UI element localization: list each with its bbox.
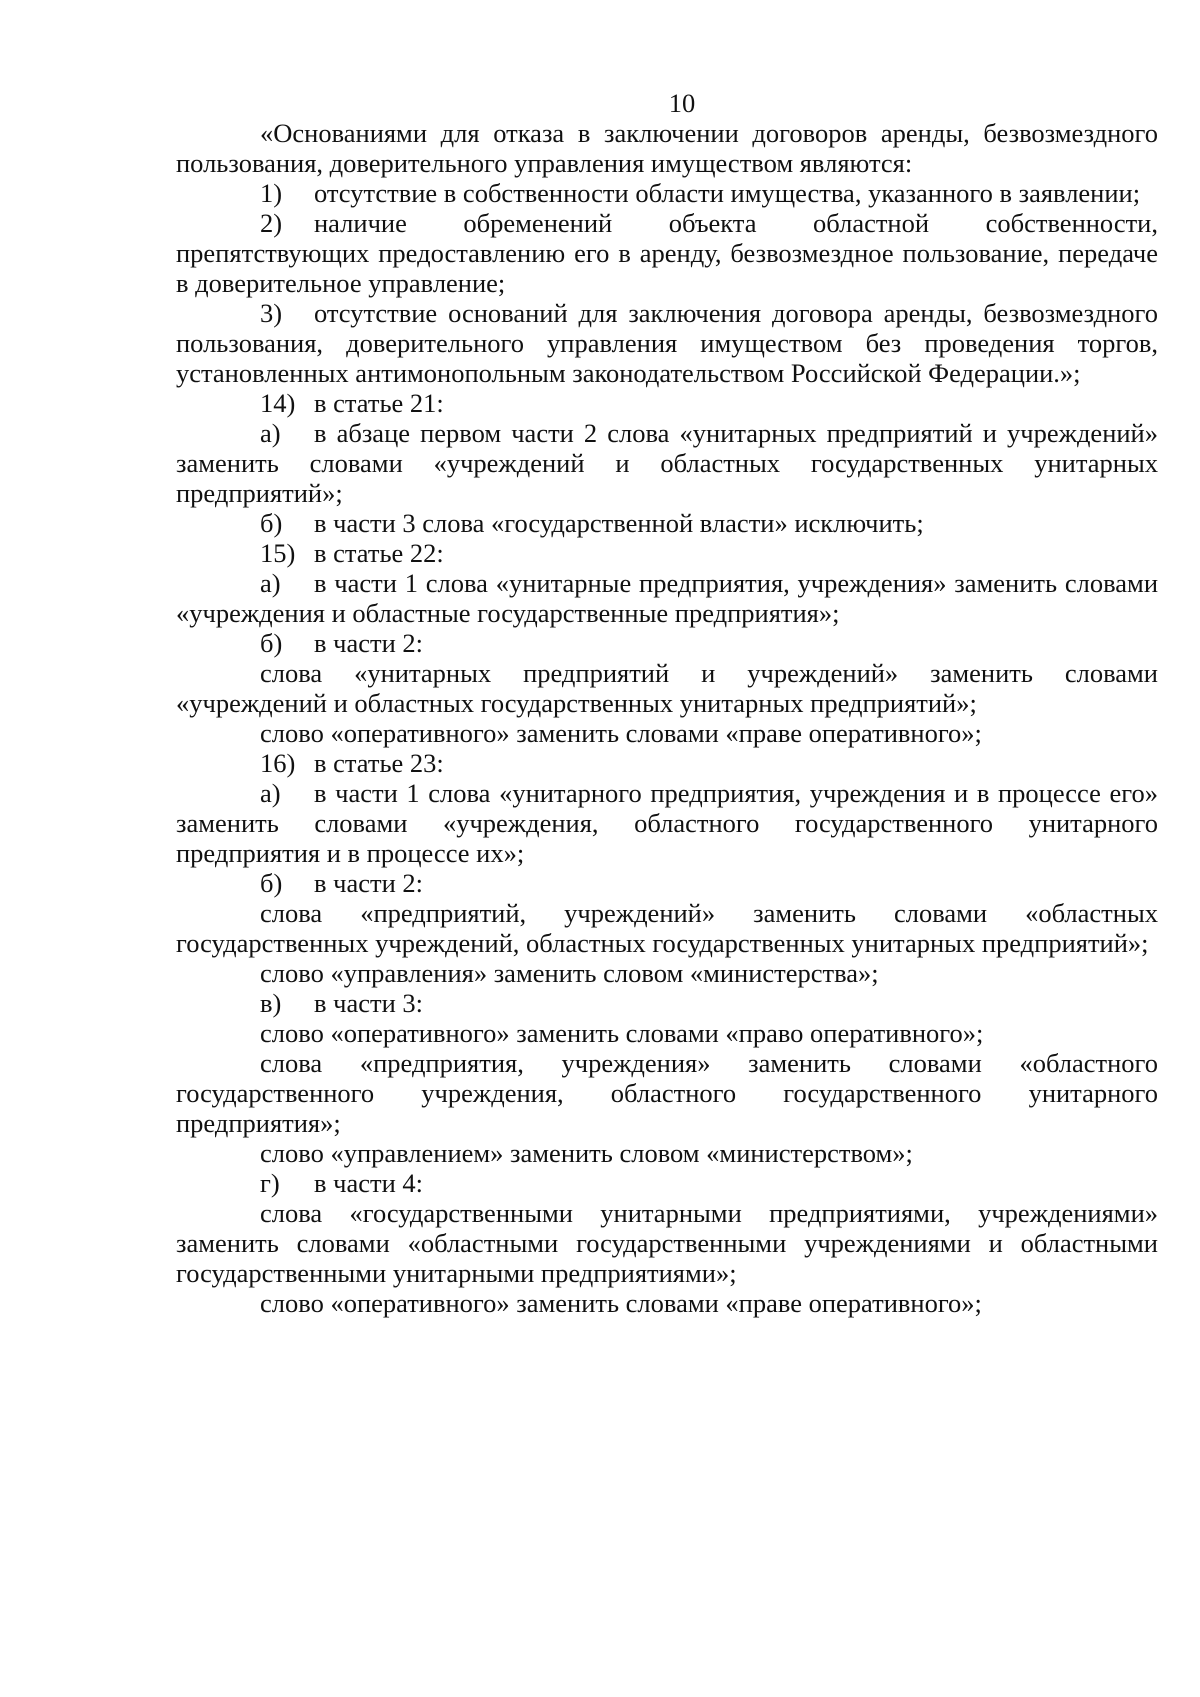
list-marker: б): [260, 868, 283, 898]
list-marker: а): [260, 418, 281, 448]
list-item: [176, 508, 1158, 538]
list-item: [176, 748, 1158, 778]
list-item-text: в части 3 слова «государственной власти» исключить;: [314, 508, 924, 538]
list-item-text: в статье 22:: [314, 538, 444, 568]
paragraph-text: слово «оперативного» заменить словами «право оперативного»;: [260, 1018, 984, 1048]
paragraph: [176, 898, 1158, 958]
list-item-text: отсутствие в собственности области имущества, указанного в заявлении;: [314, 178, 1141, 208]
list-marker: б): [260, 628, 283, 658]
list-item: [176, 1168, 1158, 1198]
paragraph: [176, 1288, 1158, 1318]
list-item: [176, 178, 1158, 208]
list-marker: а): [260, 778, 281, 808]
paragraph-text: слово «управления» заменить словом «министерства»;: [260, 958, 879, 988]
list-marker: 2): [260, 208, 283, 238]
paragraph-text: слово «управлением» заменить словом «министерством»;: [260, 1138, 913, 1168]
list-item: [176, 568, 1158, 628]
paragraph: [176, 1198, 1158, 1288]
list-item: [176, 208, 1158, 298]
list-item-text: в части 3:: [314, 988, 423, 1018]
list-marker: 1): [260, 178, 283, 208]
list-marker: 14): [260, 388, 296, 418]
list-item: [176, 628, 1158, 658]
document-page: [176, 88, 1158, 1318]
paragraph: [176, 1018, 1158, 1048]
list-marker: в): [260, 988, 282, 1018]
list-item-text: в части 1 слова «унитарные предприятия, учреждения» заменить словами «учреждения и областные государственные предприятия»;: [176, 568, 1158, 628]
list-item: [176, 298, 1158, 388]
list-item-text: в части 1 слова «унитарного предприятия, учреждения и в процессе его» заменить словами «учреждения, областного государственного унитарного предприятия и в процессе их»;: [176, 778, 1158, 868]
list-item-text: отсутствие оснований для заключения договора аренды, безвозмездного пользования, доверительного управления имуществом без проведения торгов, установленных антимонопольным законодательством Российской Федерации.»;: [176, 298, 1158, 388]
list-item-text: наличие обременений объекта областной собственности, препятствующих предоставлению его в аренду, безвозмездное пользование, передаче в доверительное управление;: [176, 208, 1158, 298]
list-item: [176, 538, 1158, 568]
paragraph: [176, 718, 1158, 748]
list-item-text: в статье 21:: [314, 388, 444, 418]
paragraph-text: слова «предприятия, учреждения» заменить словами «областного государственного учреждения, областного государственного унитарного предприятия»;: [176, 1048, 1158, 1138]
paragraph: [176, 1048, 1158, 1138]
list-marker: б): [260, 508, 283, 538]
list-item: [176, 778, 1158, 868]
list-item: [176, 988, 1158, 1018]
paragraph-text: слова «предприятий, учреждений» заменить словами «областных государственных учреждений, областных государственных унитарных предприятий»;: [176, 898, 1158, 958]
list-marker: 3): [260, 298, 283, 328]
paragraph-grounds-intro: [176, 118, 1158, 178]
list-item: [176, 388, 1158, 418]
paragraph-text: слово «оперативного» заменить словами «праве оперативного»;: [260, 718, 982, 748]
list-item-text: в части 4:: [314, 1168, 423, 1198]
list-marker: 16): [260, 748, 296, 778]
list-marker: а): [260, 568, 281, 598]
list-item-text: в части 2:: [314, 868, 423, 898]
list-item: [176, 418, 1158, 508]
list-marker: 15): [260, 538, 296, 568]
paragraph-text: слова «государственными унитарными предприятиями, учреждениями» заменить словами «областными государственными учреждениями и областными государственными унитарными предприятиями»;: [176, 1198, 1158, 1288]
list-item-text: в части 2:: [314, 628, 423, 658]
page-number: 10: [668, 88, 696, 118]
paragraph-text: «Основаниями для отказа в заключении договоров аренды, безвозмездного пользования, доверительного управления имуществом являются:: [176, 118, 1158, 178]
list-item: [176, 868, 1158, 898]
paragraph-text: слово «оперативного» заменить словами «праве оперативного»;: [260, 1288, 982, 1318]
paragraph-text: слова «унитарных предприятий и учреждений» заменить словами «учреждений и областных государственных унитарных предприятий»;: [176, 658, 1158, 718]
list-marker: г): [260, 1168, 280, 1198]
paragraph: [176, 958, 1158, 988]
paragraph: [176, 1138, 1158, 1168]
list-item-text: в статье 23:: [314, 748, 444, 778]
list-item-text: в абзаце первом части 2 слова «унитарных предприятий и учреждений» заменить словами «учреждений и областных государственных унитарных предприятий»;: [176, 418, 1158, 508]
paragraph: [176, 658, 1158, 718]
